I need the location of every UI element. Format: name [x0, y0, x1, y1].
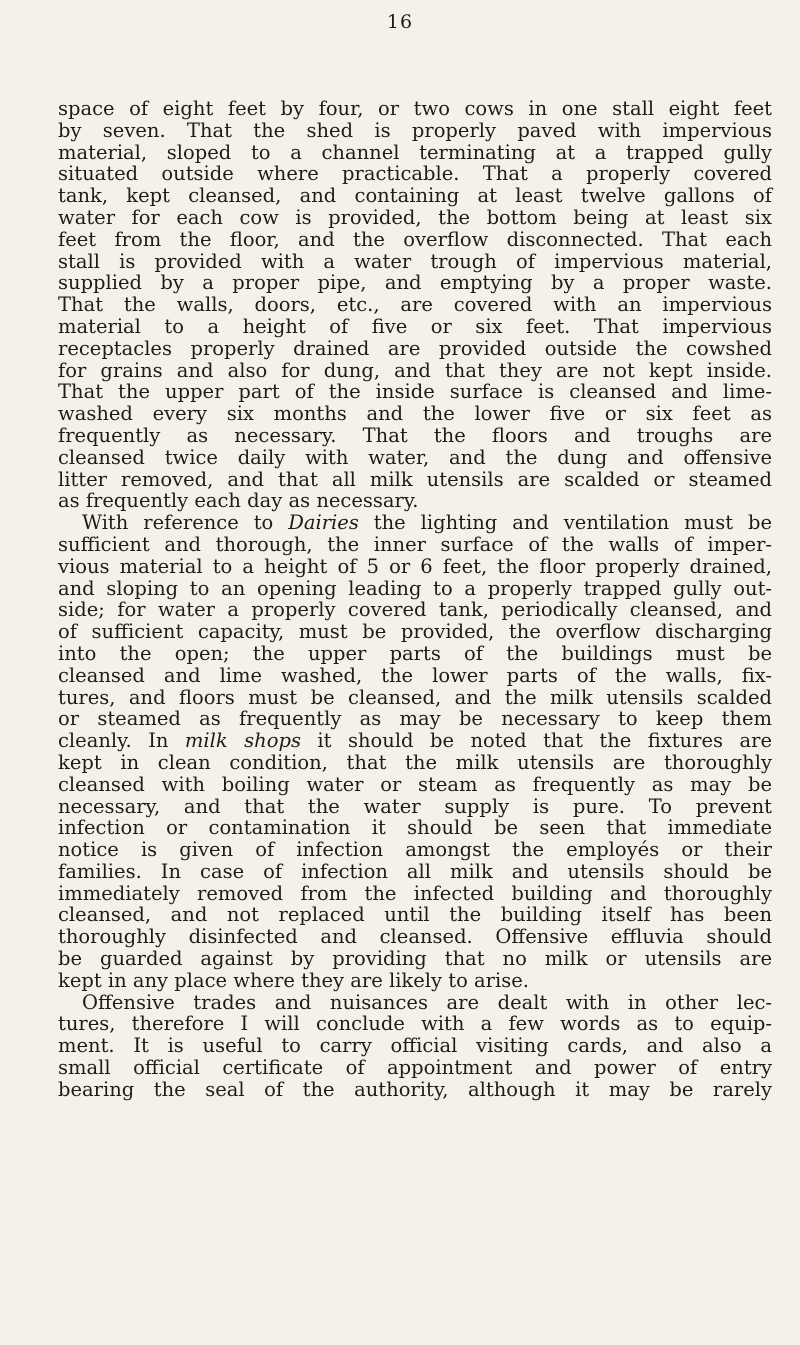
text-line: space of eight feet by four, or two cows in one stall eight feet [58, 97, 772, 120]
text-line: for grains and also for dung, and that they are not kept inside. [58, 358, 772, 382]
text-line: water for each cow is provided, the bottom being at least six [58, 205, 772, 229]
text-line: side; for water a properly covered tank, periodically cleansed, and [58, 598, 772, 622]
text-line: families. In case of infection all milk and utensils should be [58, 859, 772, 883]
text-line: cleansed twice daily with water, and the dung and offensive [58, 445, 772, 469]
text-line: Offensive trades and nuisances are dealt with in other lec- [82, 990, 772, 1014]
text-line: stall is provided with a water trough of impervious material, [58, 249, 772, 273]
text-line: kept in clean condition, that the milk utensils are thoroughly [58, 750, 772, 774]
text-line: That the upper part of the inside surface is cleansed and lime- [58, 380, 772, 404]
text-line: thoroughly disinfected and cleansed. Offensive effluvia should [58, 925, 772, 949]
text-line [58, 512, 772, 534]
text-line: tures, therefore I will conclude with a few words as to equip- [58, 1012, 772, 1036]
text-line: supplied by a proper pipe, and emptying by a proper waste. [58, 271, 772, 295]
text-line: infection or contamination it should be seen that immediate [58, 816, 772, 840]
text-line: receptacles properly drained are provided outside the cowshed [58, 336, 772, 360]
text-line: by seven. That the shed is properly paved with impervious [58, 118, 772, 142]
text-line: material to a height of five or six feet. That impervious [58, 314, 772, 338]
text-line: into the open; the upper parts of the buildings must be [58, 641, 772, 665]
text-line: ment. It is useful to carry official visiting cards, and also a [58, 1034, 772, 1058]
text-line: of sufficient capacity, must be provided, the overflow discharging [58, 620, 772, 644]
text-line: feet from the floor, and the overflow disconnected. That each [58, 227, 772, 251]
text-line: necessary, and that the water supply is pure. To prevent [58, 794, 772, 818]
body-text [58, 98, 772, 1101]
text-line: sufficient and thorough, the inner surface of the walls of imper- [58, 532, 772, 556]
text-line: cleansed with boiling water or steam as frequently as may be [58, 772, 772, 796]
text-line: kept in any place where they are likely to arise. [58, 968, 529, 992]
text-run: With reference to [82, 511, 289, 535]
text-line: tank, kept cleansed, and containing at least twelve gallons of [58, 184, 772, 208]
text-line: That the walls, doors, etc., are covered with an impervious [58, 293, 772, 317]
text-line: be guarded against by providing that no milk or utensils are [58, 947, 772, 971]
text-line: notice is given of infection amongst the employés or their [58, 838, 772, 862]
text-line: washed every six months and the lower five or six feet as [58, 402, 772, 426]
text-line: immediately removed from the infected building and thoroughly [58, 881, 772, 905]
text-line: tures, and floors must be cleansed, and the milk utensils scalded [58, 685, 772, 709]
italic-term: milk shops [184, 729, 301, 753]
text-run: cleanly. In [58, 729, 185, 753]
text-run: the lighting and ventilation must be [358, 511, 772, 535]
text-line: small official certificate of appointment and power of entry [58, 1056, 772, 1080]
text-line: cleansed, and not replaced until the building itself has been [58, 903, 772, 927]
text-line: or steamed as frequently as may be necessary to keep them [58, 707, 772, 731]
text-line: frequently as necessary. That the floors and troughs are [58, 423, 772, 447]
text-line: and sloping to an opening leading to a properly trapped gully out- [58, 576, 772, 600]
text-line: cleansed and lime washed, the lower parts of the walls, fix- [58, 663, 772, 687]
page-number: 16 [386, 11, 414, 33]
text-line: situated outside where practicable. That a properly covered [58, 162, 772, 186]
text-line: material, sloped to a channel terminating at a trapped gully [58, 140, 772, 164]
text-run: it should be noted that the fixtures are [300, 729, 772, 753]
text-line: as frequently each day as necessary. [58, 489, 419, 513]
italic-term: Dairies [288, 511, 359, 535]
text-line: bearing the seal of the authority, although it may be rarely [58, 1077, 772, 1101]
text-line: vious material to a height of 5 or 6 feet, the floor properly drained, [58, 554, 772, 578]
text-line: litter removed, and that all milk utensils are scalded or steamed [58, 467, 772, 491]
text-line [58, 730, 772, 752]
